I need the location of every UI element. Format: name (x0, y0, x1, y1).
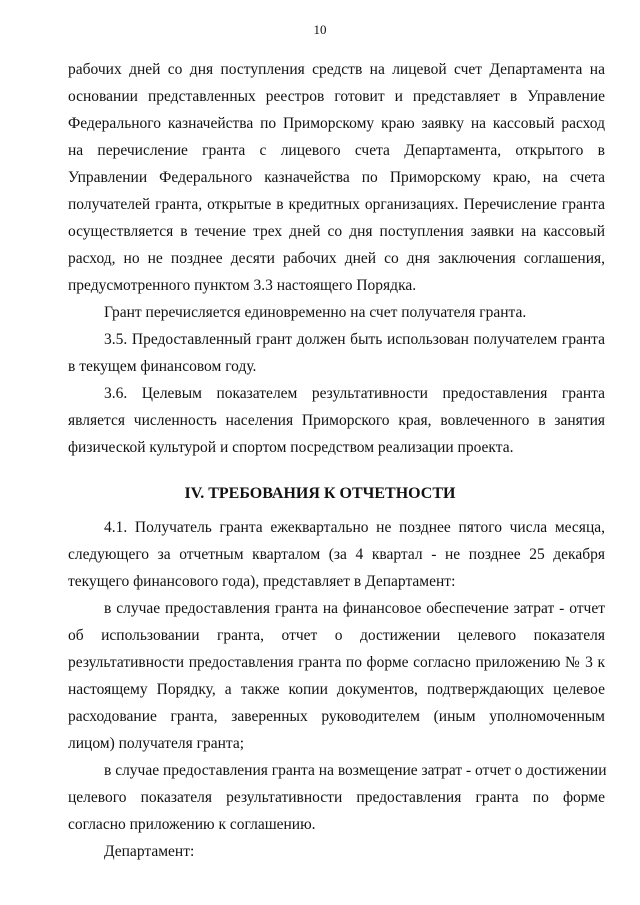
text-line: расходование гранта, заверенных руководителем (иным уполномоченным (68, 708, 605, 725)
text-line: текущего финансового года), представляет в Департамент: (68, 573, 456, 590)
text-line: в текущем финансовом году. (68, 358, 257, 375)
text-line: лицом) получателя гранта; (68, 735, 245, 752)
text-line: получателей гранта, открытые в кредитных организациях. Перечисление гранта (68, 196, 605, 213)
paragraph-line: 3.6. Целевым показателем результативности предоставления гранта (104, 385, 605, 402)
paragraph-line: Грант перечисляется единовременно на счет получателя гранта. (104, 304, 527, 321)
text-line: Федерального казначейства по Приморскому краю заявку на кассовый расход (68, 115, 605, 132)
text-line: результативности предоставления гранта по форме согласно приложению № 3 к (68, 654, 605, 671)
text-line: об использовании гранта, отчет о достижении целевого показателя (68, 627, 605, 644)
text-line: настоящему Порядку, а также копии документов, подтверждающих целевое (68, 681, 605, 698)
text-line: согласно приложению к соглашению. (68, 816, 316, 833)
text-line: расход, но не позднее десяти рабочих дней со дня заключения соглашения, (68, 250, 605, 267)
paragraph-line: в случае предоставления гранта на возмещение затрат - отчет о достижении (104, 762, 607, 779)
text-line: основании представленных реестров готовит и представляет в Управление (68, 88, 605, 105)
paragraph-line: Департамент: (104, 843, 195, 860)
text-line: физической культурой и спортом посредством реализации проекта. (68, 439, 514, 456)
text-line: Управлении Федерального казначейства по Приморскому краю, на счета (68, 169, 605, 186)
section-heading: IV. ТРЕБОВАНИЯ К ОТЧЕТНОСТИ (184, 485, 456, 502)
paragraph-line: 4.1. Получатель гранта ежеквартально не позднее пятого числа месяца, (104, 519, 605, 536)
paragraph-line: в случае предоставления гранта на финансовое обеспечение затрат - отчет (104, 600, 605, 617)
paragraph-line: 3.5. Предоставленный грант должен быть использован получателем гранта (104, 331, 605, 348)
page-number: 10 (313, 22, 327, 37)
text-line: осуществляется в течение трех дней со дня поступления заявки на кассовый (68, 223, 605, 240)
text-line: следующего за отчетным кварталом (за 4 квартал - не позднее 25 декабря (68, 546, 605, 563)
text-line: целевого показателя результативности предоставления гранта по форме (68, 789, 605, 806)
text-line: на перечисление гранта с лицевого счета Департамента, открытого в (68, 142, 605, 159)
text-line: предусмотренного пунктом 3.3 настоящего Порядка. (68, 277, 417, 294)
text-line: является численность населения Приморского края, вовлеченного в занятия (68, 412, 605, 429)
text-line: рабочих дней со дня поступления средств на лицевой счет Департамента на (68, 61, 605, 78)
